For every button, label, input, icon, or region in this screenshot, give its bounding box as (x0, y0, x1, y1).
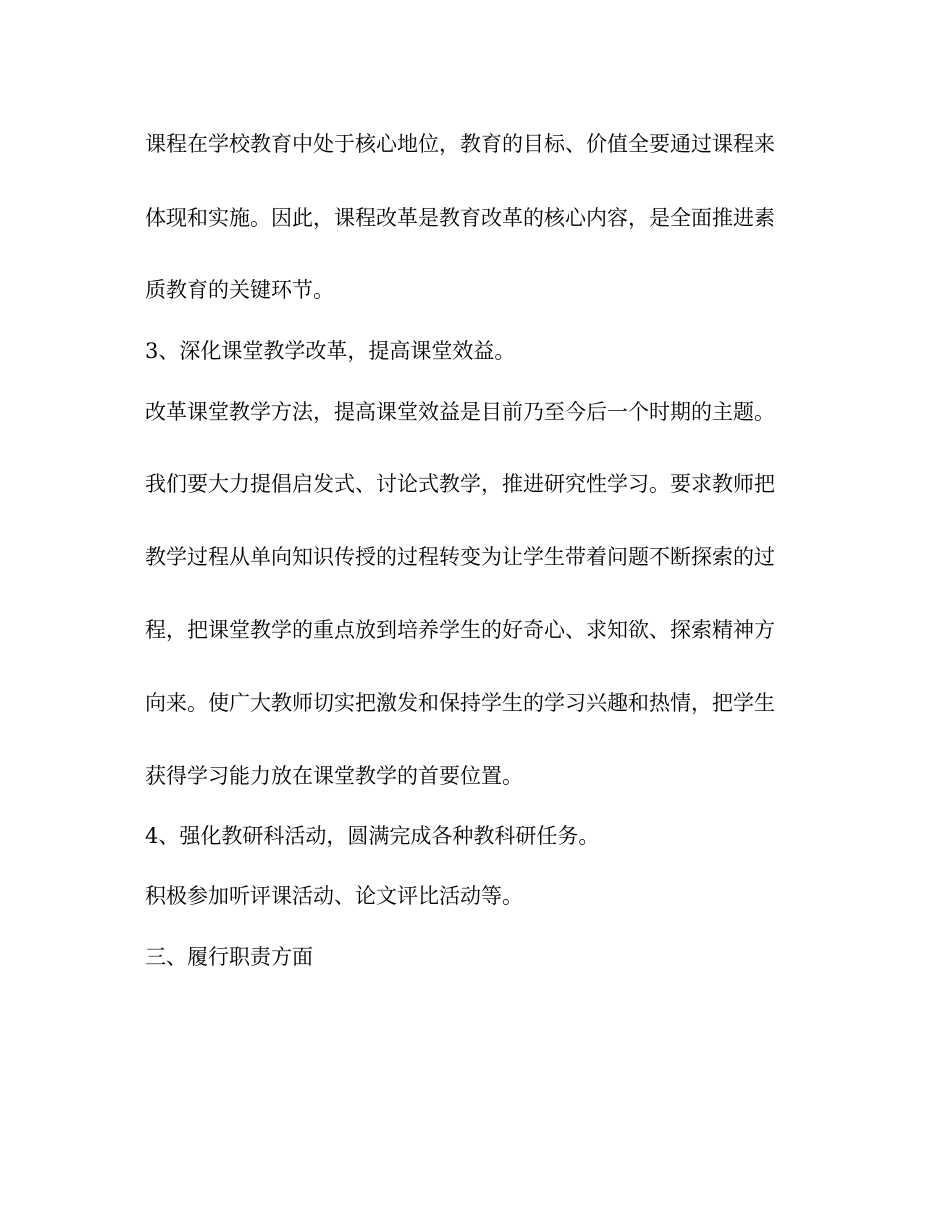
paragraph-line: 改革课堂教学方法，提高课堂效益是目前乃至今后一个时期的主题。 (145, 400, 775, 424)
section-heading: 4、强化教研科活动，圆满完成各种教科研任务。 (145, 824, 600, 848)
section-heading: 三、履行职责方面 (145, 945, 313, 969)
paragraph-line: 向来。使广大教师切实把激发和保持学生的学习兴趣和热情，把学生 (145, 691, 775, 715)
paragraph-line: 课程在学校教育中处于核心地位，教育的目标、价值全要通过课程来 (145, 132, 775, 156)
section-heading: 3、深化课堂教学改革，提高课堂效益。 (145, 339, 516, 363)
paragraph-line: 我们要大力提倡启发式、讨论式教学，推进研究性学习。要求教师把 (145, 472, 775, 496)
paragraph-line: 获得学习能力放在课堂教学的首要位置。 (145, 764, 523, 788)
paragraph-line: 体现和实施。因此，课程改革是教育改革的核心内容，是全面推进素 (145, 206, 775, 230)
paragraph-line: 质教育的关键环节。 (145, 278, 334, 302)
paragraph-line: 程，把课堂教学的重点放到培养学生的好奇心、求知欲、探索精神方 (145, 618, 775, 642)
paragraph-line: 积极参加听评课活动、论文评比活动等。 (145, 884, 523, 908)
paragraph-line: 教学过程从单向知识传授的过程转变为让学生带着问题不断探索的过 (145, 545, 775, 569)
